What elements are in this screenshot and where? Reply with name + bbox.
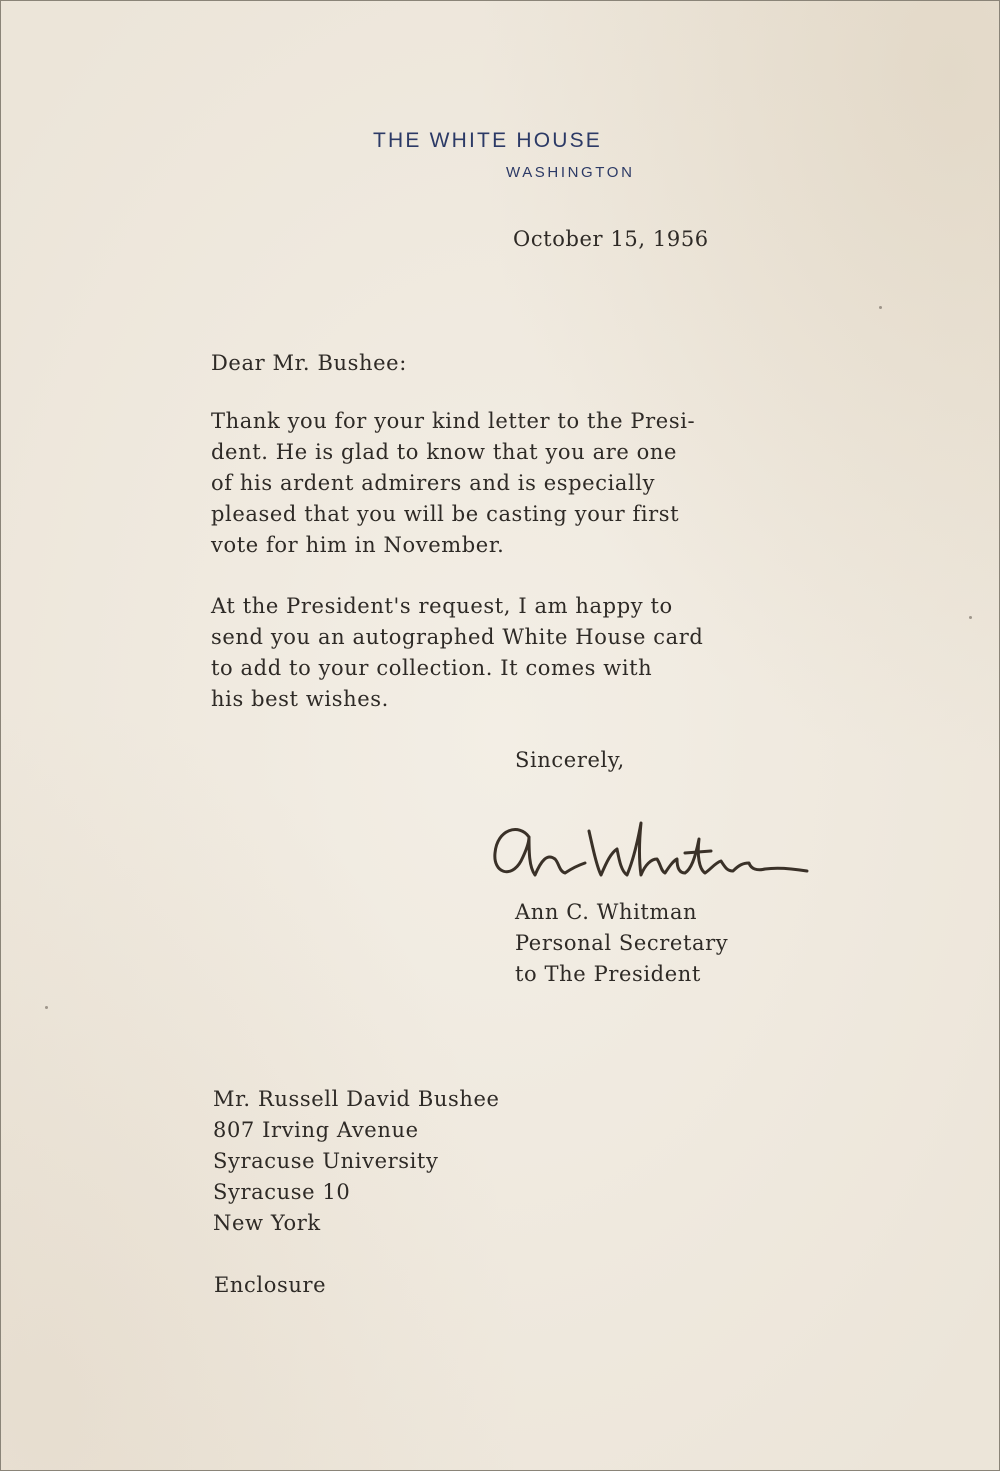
recipient-address: [213, 1084, 500, 1239]
paper-speck: [969, 616, 972, 619]
paragraph-line: dent. He is glad to know that you are one: [211, 440, 678, 464]
paragraph-line: vote for him in November.: [211, 533, 505, 557]
body-paragraph-2: [211, 591, 703, 715]
address-line: New York: [213, 1211, 321, 1235]
signer-title: Personal Secretary: [515, 931, 729, 955]
letterhead-title: THE WHITE HOUSE: [373, 129, 603, 152]
signer-name: Ann C. Whitman: [515, 900, 698, 924]
letterhead-subtitle: WASHINGTON: [506, 164, 635, 181]
paragraph-line: of his ardent admirers and is especially: [211, 471, 656, 495]
handwritten-signature: [489, 809, 809, 889]
address-line: Mr. Russell David Bushee: [213, 1087, 500, 1111]
address-line: Syracuse University: [213, 1149, 439, 1173]
paragraph-line: send you an autographed White House card: [211, 625, 704, 649]
paragraph-line: pleased that you will be casting your first: [211, 502, 680, 526]
closing: Sincerely,: [515, 748, 625, 772]
signer-block: [515, 897, 728, 990]
enclosure-note: Enclosure: [214, 1273, 327, 1297]
address-line: Syracuse 10: [213, 1180, 351, 1204]
salutation: Dear Mr. Bushee:: [211, 351, 407, 375]
signer-title: to The President: [515, 962, 701, 986]
address-line: 807 Irving Avenue: [213, 1118, 419, 1142]
paper-speck: [45, 1006, 48, 1009]
paragraph-line: Thank you for your kind letter to the Presi-: [211, 409, 696, 433]
paragraph-line: his best wishes.: [211, 687, 389, 711]
body-paragraph-1: [211, 406, 695, 561]
paragraph-line: At the President's request, I am happy to: [211, 594, 673, 618]
paper-speck: [879, 306, 882, 309]
paragraph-line: to add to your collection. It comes with: [211, 656, 653, 680]
letter-date: October 15, 1956: [513, 227, 709, 251]
